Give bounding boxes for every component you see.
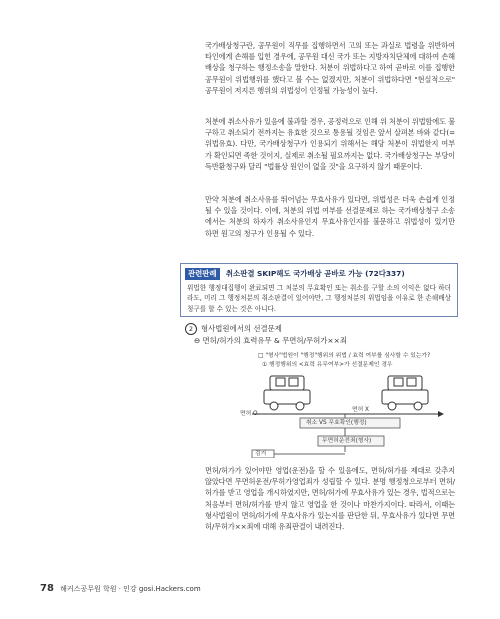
diagram-label-license-x: 면허 X: [352, 407, 370, 413]
diagram-label-license-o: 면허 O: [240, 411, 258, 417]
diagram-label-cancel: 취소 VS 무효확인(행정): [306, 420, 367, 426]
diagram-case: ① 행정행위의 <효력 유무여부>가 선결문제인 경우: [262, 362, 393, 368]
subsection-marker-icon: ⊖: [194, 336, 203, 345]
car-right-icon: [382, 376, 428, 410]
section-subtitle: 면허/허가의 효력유무 & 무면허/무허가××죄: [202, 336, 347, 345]
diagram: [240, 348, 450, 458]
car-left-icon: [264, 376, 310, 410]
callout-body: 위법한 행정대집행이 완료되면 그 처분의 무효확인 또는 취소를 구할 소의 이익은 없다 하더라도, 미리 그 행정처분의 취소판결이 있어야만, 그 행정처분의 위법임을 이유로 한 손해배상 청구를 할 수 있는 것은 아니다.: [187, 284, 451, 313]
section-subtitle-row: [194, 335, 347, 346]
diagram-label-arrest: 검거: [255, 451, 267, 457]
callout-header: [185, 268, 453, 280]
footer: [40, 583, 201, 595]
footer-text: 해커스공무원 학원 · 인강 gosi.Hackers.com: [60, 585, 201, 593]
diagram-question: □ "형사"법원이 "행정"행위의 위법 / 효력 여부를 심사할 수 있는가?: [258, 353, 431, 359]
paragraph-bottom: 면허/허가가 있어야만 영업(운전)을 할 수 있음에도, 면허/허가를 제대로 갖추지 않았다면 무면허운전/무허가영업죄가 성립할 수 있다. 분명 행정청으로부터 면허/허가를 받고 영업을 개시하였지만, 면허/허가에 무효사유가 있는 경우, 법적으로는 처음부터 면허/허가를 받지 않고 영업을 한 것이나 마찬가지이다. 따라서, 이때는 형사법원이 면허/허가에 무효사유가 있는지를 판단한 뒤, 무효사유가 있다면 무면허/무허가××죄에 대해 유죄판결이 내려진다.: [205, 466, 455, 532]
page-number: 78: [40, 583, 54, 594]
section-title: 형사법원에서의 선결문제: [201, 324, 282, 333]
precedent-callout: [180, 263, 458, 317]
paragraph-3: 만약 처분에 취소사유를 뛰어넘는 무효사유가 있다면, 위법성은 더욱 손쉽게 인정될 수 있을 것이다. 이에, 처분의 위법 여부를 선결문제로 하는 국가배상청구 소송에서는 처분의 하자가 취소사유인지 무효사유인지를 불문하고 위법성이 있기만 하면 원고의 청구가 인용될 수 있다.: [205, 195, 455, 238]
section-heading: [185, 323, 282, 335]
paragraph-2: 처분에 취소사유가 있음에 불과할 경우, 공정력으로 인해 위 처분이 위법함에도 불구하고 취소되기 전까지는 유효한 것으로 통용될 것임은 앞서 살펴본 바와 같다(=위법유효). 다만, 국가배상청구가 인용되기 위해서는 해당 처분이 위법한지 여부가 확인되면 족한 것이지, 실제로 취소될 필요까지는 없다. 국가배상청구는 부당이득반환청구와 달리 "법률상 원인이 없을 것"을 요구하지 않기 때문이다.: [205, 117, 455, 171]
diagram-label-drive: 무면허운전죄(형사): [322, 438, 372, 444]
callout-title: 취소판결 SKIP해도 국가배상 곧바로 가능 (72다337): [225, 269, 405, 278]
paragraph-1: 국가배상청구란, 공무원이 직무를 집행하면서 고의 또는 과실로 법령을 위반하여 타인에게 손해를 입힌 경우에, 공무원 대신 국가 또는 지방자치단체에 대하여 손해배상을 청구하는 행정소송을 말한다. 처분이 위법하다고 하여 곧바로 이를 집행한 공무원이 위법행위를 했다고 볼 수는 없겠지만, 처분이 위법하다면 "현실적으로" 공무원이 저지른 행위의 위법성이 인정될 가능성이 높다.: [205, 41, 455, 95]
section-number: 2: [185, 323, 197, 335]
callout-badge: 관련판례: [185, 268, 220, 280]
